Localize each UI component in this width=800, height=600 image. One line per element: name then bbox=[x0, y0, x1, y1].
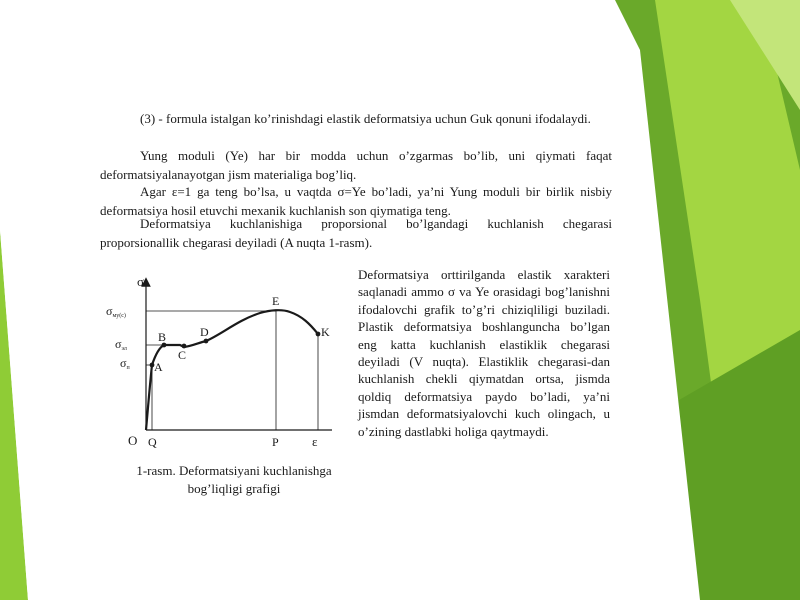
q-label: Q bbox=[148, 435, 157, 449]
side-paragraph-elastic-limit: Deformatsiya orttirilganda elastik xarakteri saqlanadi ammo σ va Ye orasidagi bog’lanishni ifodalovchi grafik to’g’ri chiziqliligi buziladi. Plastik deformatsiya boshlanguncha bo’lgan eng katta kuchlanish elastiklik chegarasi deyiladi (V nuqta). Elastiklik chegarasi-dan kuchlanish chekli qiymatdan ortsa, jismda qoldiq deformatsiya paydo bo’ladi, ya’ni jismdan deformatsiyalovchi kuch olingach, u o’zining dastlabki holiga qaytmaydi. bbox=[358, 267, 610, 439]
paragraph-young-modulus: Yung moduli (Ye) har bir modda uchun o’zgarmas bo’lib, uni qiymati faqat deformatsiyalanayotgan jism materialiga bog’liq. bbox=[100, 148, 612, 182]
point-k-marker bbox=[316, 332, 321, 337]
paragraph-hooke-law: (3) - formula istalgan ko’rinishdagi elastik deformatsiya uchun Guk qonuni ifodalaydi. bbox=[140, 111, 591, 126]
paragraph-unit-strain: Agar ε=1 ga teng bo’lsa, u vaqtda σ=Ye bo’ladi, ya’ni Yung moduli bir birlik nisbiy deformatsiya hosil etuvchi mexanik kuchlanish son qiymatiga teng. bbox=[100, 184, 612, 218]
origin-label: O bbox=[128, 433, 138, 448]
point-d-label: D bbox=[200, 325, 209, 339]
point-b-label: B bbox=[158, 330, 167, 344]
caption-line-2: bog’liqligi grafigi bbox=[187, 481, 281, 496]
stress-strain-curve bbox=[146, 310, 318, 430]
point-e-label: E bbox=[272, 294, 280, 308]
sigma-p-label: σп bbox=[120, 356, 130, 371]
x-axis-label: ε bbox=[312, 434, 318, 449]
point-a-label: A bbox=[154, 360, 163, 374]
y-axis-label: σ bbox=[137, 274, 145, 289]
point-k-label: K bbox=[321, 325, 330, 339]
caption-line-1: 1-rasm. Deformatsiyani kuchlanishga bbox=[136, 463, 332, 478]
paragraph-proportional-limit: Deformatsiya kuchlanishiga proporsional bo’lgandagi kuchlanish chegarasi proporsionallik chegarasi deyiladi (A nuqta 1-rasm). bbox=[100, 216, 612, 250]
p-label: P bbox=[272, 435, 279, 449]
point-d-marker bbox=[204, 339, 209, 344]
stress-strain-figure bbox=[100, 268, 350, 458]
sigma-max-label: σму(с) bbox=[106, 304, 126, 319]
sigma-el-label: σэл bbox=[115, 337, 127, 352]
figure-caption bbox=[100, 462, 368, 498]
point-c-label: C bbox=[178, 348, 187, 362]
